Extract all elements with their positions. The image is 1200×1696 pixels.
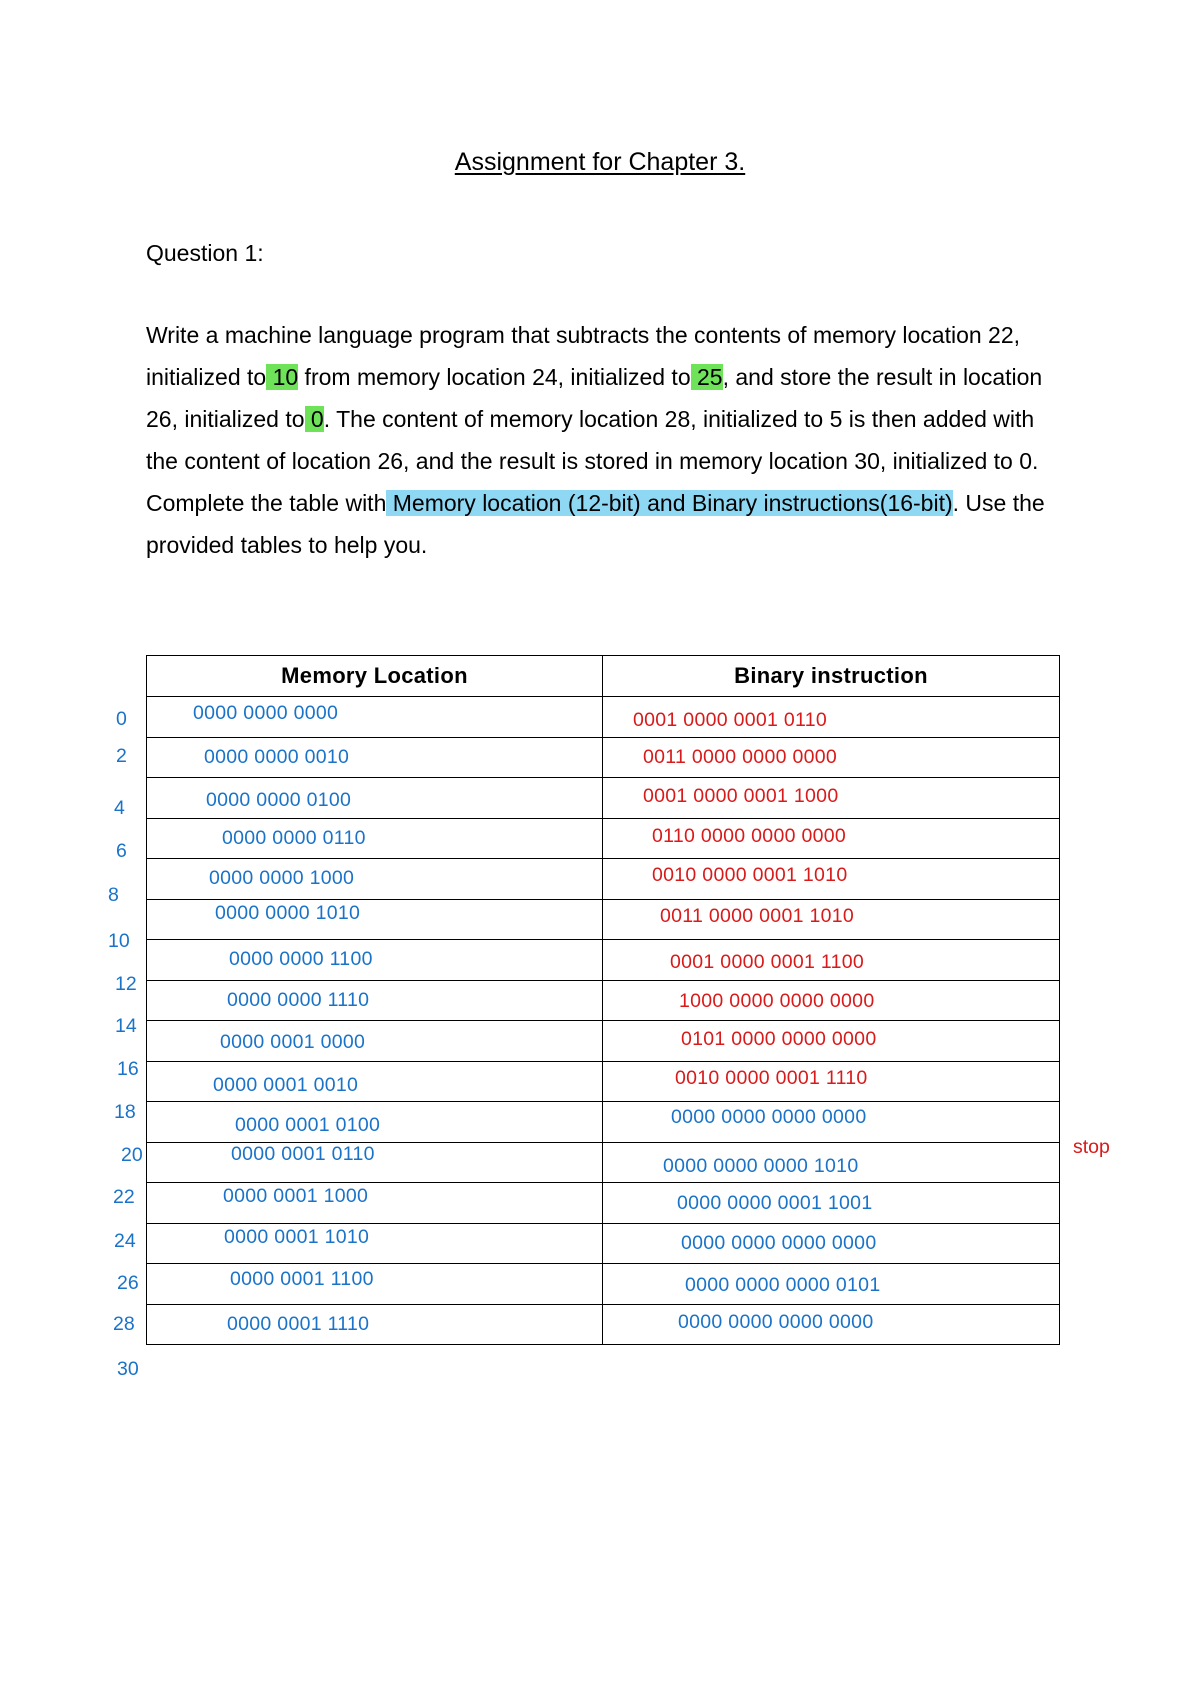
memory-location-value: 0000 0001 0100 [235,1114,381,1136]
memory-location-cell [147,778,603,819]
table-row [147,1304,1060,1345]
binary-instruction-cell [603,1304,1060,1345]
memory-location-cell [147,940,603,981]
highlight-value-10: 10 [266,364,299,390]
document-title: Assignment for Chapter 3. [454,148,746,176]
memory-location-value: 0000 0000 0110 [222,826,366,849]
highlight-instruction-spec: Memory location (12-bit) and Binary instructions(16-bit) [386,490,953,516]
binary-instruction-cell [603,697,1060,738]
address-label: 22 [113,1186,135,1208]
memory-location-value: 0000 0000 0010 [204,745,350,768]
table-row [147,778,1060,819]
address-label: 16 [117,1058,139,1080]
binary-instruction-value: 0000 0000 0000 0000 [681,1231,877,1254]
binary-instruction-cell [603,1142,1060,1183]
memory-location-value: 0000 0001 1110 [227,1312,370,1335]
memory-location-cell [147,1061,603,1102]
binary-instruction-cell [603,1223,1060,1264]
memory-location-cell [147,1223,603,1264]
memory-location-value: 0000 0001 0000 [220,1031,366,1053]
table-row [147,1223,1060,1264]
memory-location-cell [147,737,603,778]
binary-instruction-cell [603,1264,1060,1305]
address-label: 6 [116,840,127,862]
binary-instruction-cell [603,1102,1060,1143]
table-row [147,1102,1060,1143]
table-row [147,899,1060,940]
memory-location-value: 0000 0001 1010 [224,1225,370,1248]
memory-location-value: 0000 0001 0110 [231,1142,375,1165]
memory-location-value: 0000 0000 0100 [206,789,352,811]
highlight-value-25: 25 [690,364,723,390]
binary-instruction-value: 0110 0000 0000 0000 [652,824,847,847]
address-label: 28 [113,1313,135,1335]
memory-location-value: 0000 0000 0000 [193,702,339,724]
memory-location-cell [147,1102,603,1143]
table-row [147,1061,1060,1102]
table-row [147,859,1060,900]
binary-instruction-value: 1000 0000 0000 0000 [679,989,875,1012]
stop-annotation: stop [1073,1136,1110,1158]
address-label: 2 [116,745,127,767]
binary-instruction-cell [603,859,1060,900]
binary-instruction-cell [603,1021,1060,1062]
memory-location-value: 0000 0000 1100 [229,948,373,970]
table-row [147,737,1060,778]
binary-instruction-cell [603,1061,1060,1102]
memory-location-cell [147,1304,603,1345]
address-label: 26 [117,1272,139,1294]
memory-location-cell [147,1183,603,1224]
table-row [147,940,1060,981]
address-label: 18 [114,1101,136,1123]
address-label: 8 [108,884,119,906]
binary-instruction-cell [603,737,1060,778]
binary-instruction-cell [603,980,1060,1021]
binary-instruction-value: 0000 0000 0000 0101 [685,1274,881,1296]
memory-location-value: 0000 0000 1010 [215,901,361,924]
address-label: 20 [121,1144,143,1166]
memory-location-cell [147,697,603,738]
binary-instruction-cell [603,778,1060,819]
binary-instruction-value: 0011 0000 0001 1010 [660,904,855,927]
address-label: 10 [108,930,130,952]
address-label: 30 [117,1358,139,1380]
header-binary-instruction: Binary instruction [603,656,1060,697]
binary-instruction-value: 0010 0000 0001 1010 [652,864,848,886]
binary-instruction-value: 0001 0000 0001 1100 [670,951,865,973]
table-row [147,980,1060,1021]
memory-location-value: 0000 0001 0010 [213,1073,359,1096]
address-label: 12 [115,973,137,995]
binary-instruction-value: 0011 0000 0000 0000 [643,745,838,768]
memory-table [146,655,1060,1345]
binary-instruction-cell [603,899,1060,940]
memory-location-value: 0000 0001 1000 [223,1185,369,1207]
binary-instruction-value: 0001 0000 0001 1000 [643,785,839,807]
address-label: 0 [116,708,127,730]
memory-location-cell [147,1142,603,1183]
memory-location-value: 0000 0001 1100 [230,1268,374,1290]
binary-instruction-cell [603,1183,1060,1224]
binary-instruction-cell [603,818,1060,859]
binary-instruction-value: 0000 0000 0000 1010 [663,1154,859,1177]
binary-instruction-value: 0000 0000 0000 0000 [678,1310,874,1333]
binary-instruction-value: 0101 0000 0000 0000 [681,1028,877,1050]
table-header-row [147,656,1060,697]
question-paragraph: Write a machine language program that subtracts the contents of memory location 22, initialized to 10 from memory location 24, initialized to 25, and store the result in location 26, initialized to 0. The content of memory location 28, initialized to 5 is then added with the content of location 26, and the result is stored in memory location 30, initialized to 0. Complete the table with Memory location (12-bit) and Binary instructions(16-bit). Use the provided tables to help you. [146,322,1045,558]
address-label: 4 [114,797,125,819]
memory-location-cell [147,859,603,900]
table-row [147,1142,1060,1183]
table-row [147,818,1060,859]
highlight-value-0: 0 [304,406,324,432]
binary-instruction-value: 0000 0000 0000 0000 [671,1106,867,1128]
header-memory-location: Memory Location [147,656,603,697]
binary-instruction-value: 0000 0000 0001 1001 [677,1192,873,1214]
question-label: Question 1: [146,240,264,266]
binary-instruction-value: 0010 0000 0001 1110 [675,1066,868,1089]
memory-location-cell [147,1264,603,1305]
memory-location-cell [147,980,603,1021]
memory-location-cell [147,818,603,859]
table-row [147,1021,1060,1062]
binary-instruction-value: 0001 0000 0001 0110 [633,709,828,731]
table-row [147,1264,1060,1305]
memory-location-value: 0000 0000 1110 [227,988,370,1011]
address-label: 24 [114,1230,136,1252]
memory-location-cell [147,1021,603,1062]
address-label: 14 [115,1015,137,1037]
memory-location-cell [147,899,603,940]
table-row [147,697,1060,738]
memory-location-value: 0000 0000 1000 [209,867,355,889]
binary-instruction-cell [603,940,1060,981]
table-row [147,1183,1060,1224]
